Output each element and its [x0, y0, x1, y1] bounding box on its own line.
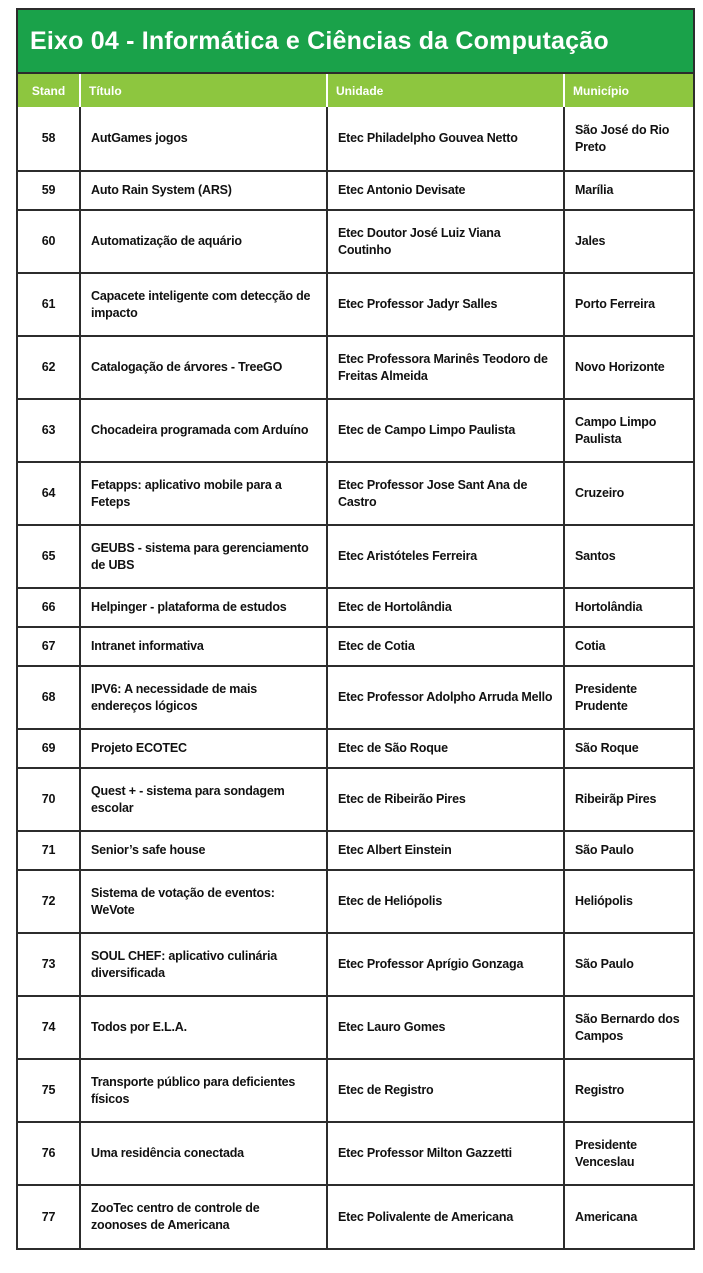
cell-unidade: Etec Professor Adolpho Arruda Mello: [327, 666, 564, 729]
cell-titulo: Catalogação de árvores - TreeGO: [80, 336, 327, 399]
projects-table: [18, 74, 693, 1248]
table-row: [18, 1185, 693, 1248]
cell-unidade: Etec Lauro Gomes: [327, 996, 564, 1059]
cell-stand: 72: [18, 870, 80, 933]
cell-titulo: Senior’s safe house: [80, 831, 327, 870]
cell-municipio: Marília: [564, 171, 693, 210]
cell-municipio: Heliópolis: [564, 870, 693, 933]
table-row: [18, 933, 693, 996]
cell-stand: 58: [18, 107, 80, 171]
cell-stand: 75: [18, 1059, 80, 1122]
table-row: [18, 831, 693, 870]
cell-titulo: Automatização de aquário: [80, 210, 327, 273]
table-row: [18, 210, 693, 273]
cell-unidade: Etec Professora Marinês Teodoro de Freitas Almeida: [327, 336, 564, 399]
cell-stand: 69: [18, 729, 80, 768]
header-row: [18, 74, 693, 107]
cell-municipio: Cruzeiro: [564, 462, 693, 525]
cell-stand: 65: [18, 525, 80, 588]
cell-unidade: Etec Philadelpho Gouvea Netto: [327, 107, 564, 171]
cell-stand: 67: [18, 627, 80, 666]
table-row: [18, 588, 693, 627]
cell-stand: 71: [18, 831, 80, 870]
table-row: [18, 627, 693, 666]
cell-unidade: Etec de Heliópolis: [327, 870, 564, 933]
cell-stand: 68: [18, 666, 80, 729]
cell-titulo: Capacete inteligente com detecção de impacto: [80, 273, 327, 336]
cell-stand: 61: [18, 273, 80, 336]
cell-municipio: Hortolândia: [564, 588, 693, 627]
cell-stand: 66: [18, 588, 80, 627]
cell-stand: 63: [18, 399, 80, 462]
table-row: [18, 107, 693, 171]
cell-titulo: SOUL CHEF: aplicativo culinária diversificada: [80, 933, 327, 996]
cell-municipio: Porto Ferreira: [564, 273, 693, 336]
table-row: [18, 399, 693, 462]
table-row: [18, 870, 693, 933]
table-row: [18, 996, 693, 1059]
cell-unidade: Etec Aristóteles Ferreira: [327, 525, 564, 588]
cell-stand: 76: [18, 1122, 80, 1185]
cell-titulo: Auto Rain System (ARS): [80, 171, 327, 210]
cell-titulo: AutGames jogos: [80, 107, 327, 171]
cell-titulo: Uma residência conectada: [80, 1122, 327, 1185]
cell-titulo: Fetapps: aplicativo mobile para a Feteps: [80, 462, 327, 525]
column-header-stand: Stand: [18, 74, 80, 107]
table-row: [18, 462, 693, 525]
cell-municipio: Novo Horizonte: [564, 336, 693, 399]
cell-municipio: Ribeirãp Pires: [564, 768, 693, 831]
cell-stand: 64: [18, 462, 80, 525]
cell-municipio: Presidente Prudente: [564, 666, 693, 729]
table-row: [18, 1059, 693, 1122]
cell-stand: 59: [18, 171, 80, 210]
cell-titulo: Helpinger - plataforma de estudos: [80, 588, 327, 627]
cell-stand: 70: [18, 768, 80, 831]
cell-stand: 73: [18, 933, 80, 996]
cell-municipio: Campo Limpo Paulista: [564, 399, 693, 462]
cell-municipio: São Bernardo dos Campos: [564, 996, 693, 1059]
cell-municipio: São Paulo: [564, 933, 693, 996]
cell-titulo: Intranet informativa: [80, 627, 327, 666]
cell-municipio: São Roque: [564, 729, 693, 768]
cell-titulo: ZooTec centro de controle de zoonoses de Americana: [80, 1185, 327, 1248]
cell-unidade: Etec Professor Milton Gazzetti: [327, 1122, 564, 1185]
cell-municipio: São Paulo: [564, 831, 693, 870]
cell-stand: 60: [18, 210, 80, 273]
column-header-municipio: Município: [564, 74, 693, 107]
cell-unidade: Etec de Hortolândia: [327, 588, 564, 627]
cell-unidade: Etec de Cotia: [327, 627, 564, 666]
cell-municipio: Registro: [564, 1059, 693, 1122]
cell-stand: 74: [18, 996, 80, 1059]
cell-unidade: Etec Antonio Devisate: [327, 171, 564, 210]
cell-municipio: Jales: [564, 210, 693, 273]
table-row: [18, 768, 693, 831]
cell-unidade: Etec de Campo Limpo Paulista: [327, 399, 564, 462]
cell-municipio: Americana: [564, 1185, 693, 1248]
table-row: [18, 1122, 693, 1185]
cell-titulo: Todos por E.L.A.: [80, 996, 327, 1059]
cell-titulo: GEUBS - sistema para gerenciamento de UBS: [80, 525, 327, 588]
column-header-titulo: Título: [80, 74, 327, 107]
cell-municipio: Cotia: [564, 627, 693, 666]
cell-titulo: Chocadeira programada com Arduíno: [80, 399, 327, 462]
table-row: [18, 273, 693, 336]
column-header-unidade: Unidade: [327, 74, 564, 107]
cell-unidade: Etec de Ribeirão Pires: [327, 768, 564, 831]
cell-titulo: Quest + - sistema para sondagem escolar: [80, 768, 327, 831]
cell-unidade: Etec de Registro: [327, 1059, 564, 1122]
table-row: [18, 666, 693, 729]
cell-unidade: Etec Professor Jose Sant Ana de Castro: [327, 462, 564, 525]
cell-municipio: Presidente Venceslau: [564, 1122, 693, 1185]
table-row: [18, 729, 693, 768]
cell-stand: 77: [18, 1185, 80, 1248]
cell-municipio: Santos: [564, 525, 693, 588]
cell-unidade: Etec Polivalente de Americana: [327, 1185, 564, 1248]
cell-unidade: Etec de São Roque: [327, 729, 564, 768]
cell-unidade: Etec Albert Einstein: [327, 831, 564, 870]
cell-municipio: São José do Rio Preto: [564, 107, 693, 171]
cell-unidade: Etec Professor Jadyr Salles: [327, 273, 564, 336]
projects-table-frame: [16, 8, 695, 1250]
cell-unidade: Etec Doutor José Luiz Viana Coutinho: [327, 210, 564, 273]
cell-titulo: Projeto ECOTEC: [80, 729, 327, 768]
cell-titulo: IPV6: A necessidade de mais endereços lógicos: [80, 666, 327, 729]
cell-stand: 62: [18, 336, 80, 399]
table-title: Eixo 04 - Informática e Ciências da Computação: [18, 10, 693, 74]
cell-titulo: Transporte público para deficientes físicos: [80, 1059, 327, 1122]
table-row: [18, 171, 693, 210]
table-row: [18, 336, 693, 399]
cell-unidade: Etec Professor Aprígio Gonzaga: [327, 933, 564, 996]
cell-titulo: Sistema de votação de eventos: WeVote: [80, 870, 327, 933]
table-row: [18, 525, 693, 588]
